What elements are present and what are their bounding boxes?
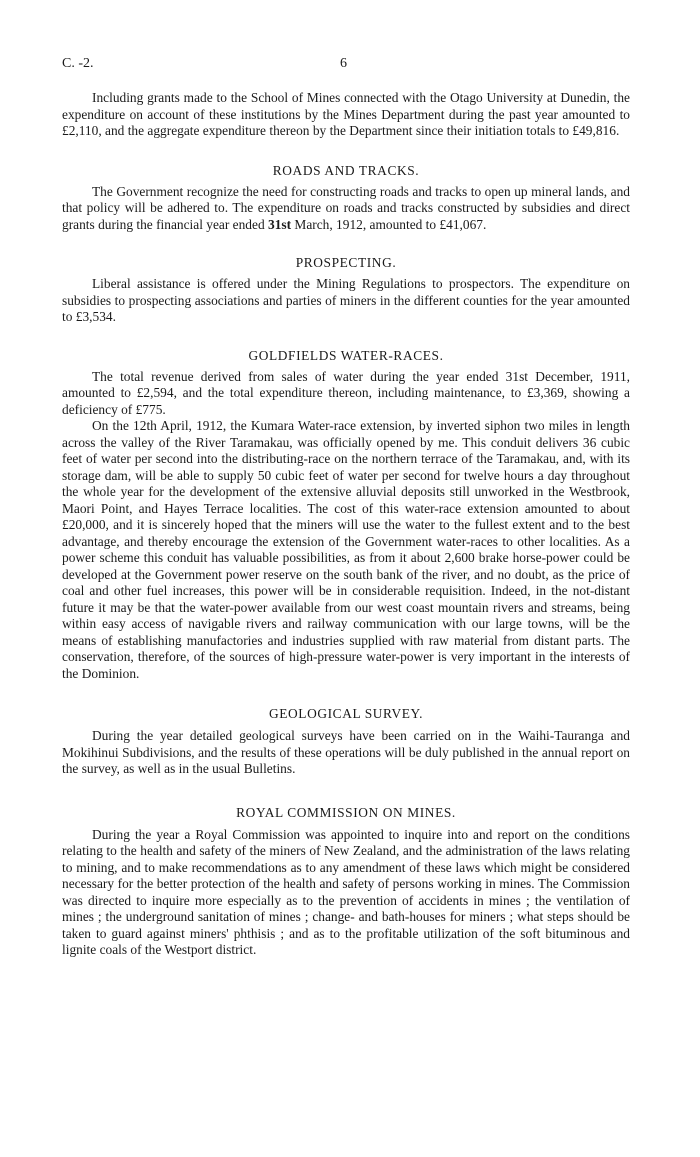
roads-text-before: The Government recognize the need for constructing roads and tracks to open up mineral lands, and that policy will be adhered to. The expenditure on roads and tracks constructed by subsidies and direct grants during the financial year ended [62,183,630,232]
roads-text-after: March, 1912, amounted to £41,067. [291,216,487,232]
prospecting-heading: PROSPECTING. [295,255,397,270]
geological-paragraph: During the year detailed geological surveys have been carried on in the Waihi-Tauranga and Mokihinui Subdivisions, and the results of these operations will be duly published in the annual report on the survey, as well as in the usual Bulletins. [62,728,630,776]
roads-paragraph [62,184,630,234]
royal-commission-paragraph: During the year a Royal Commission was appointed to inquire into and report on the conditions relating to the health and safety of the miners of New Zealand, and the administration of the laws relating to mining, and to make recommendations as to any amendment of these laws which might be considered necessary for the better protection of the health and safety of persons working in mines. The Commission was directed to inquire more especially as to the prevention of accidents in mines ; the ventilation of mines ; the underground sanitation of mines ; change- and bath-houses for miners ; what steps should be taken to guard against miners' phthisis ; and as to the profitable utilization of the soft bituminous and lignite coals of the Westport district. [62,826,630,957]
water-races-heading: GOLDFIELDS WATER-RACES. [248,347,444,363]
page-number: 6 [340,56,347,71]
royal-commission-heading: ROYAL COMMISSION ON MINES. [236,804,456,820]
geological-heading: GEOLOGICAL SURVEY. [268,706,424,721]
roads-heading: ROADS AND TRACKS. [272,162,420,178]
document-body [62,90,630,959]
prospecting-paragraph: Liberal assistance is offered under the Mining Regulations to prospectors. The expenditure on subsidies to prospecting associations and parties of miners in the different counties for the year amounted to £3,534. [62,276,630,324]
document-reference: C. -2. [62,56,94,71]
roads-date: 31st [268,216,292,232]
water-races-paragraph-1: The total revenue derived from sales of water during the year ended 31st December, 1911, amounted to £2,594, and the total expenditure thereon, including maintenance, to £3,369, showing a deficiency of £775. [62,368,630,417]
intro-paragraph: Including grants made to the School of Mines connected with the Otago University at Dunedin, the expenditure on account of these institutions by the Mines Department during the past year amounted to £2,110, and the aggregate expenditure thereon by the Department since their initiation totals to £49,816. [62,90,630,138]
water-races-paragraph-2: On the 12th April, 1912, the Kumara Water-race extension, by inverted siphon two miles in length across the valley of the River Taramakau, was officially opened by me. This conduit delivers 36 cubic feet of water per second into the distributing-race on the northern terrace of the Taramakau, and, with its storage dam, will be able to supply 50 cubic feet of water per second for twelve hours a day throughout the whole year for the development of the extensive alluvial deposits still unworked in the Westbrook, Maori Point, and Hayes Terrace localities. The cost of this water-race extension amounted to about £20,000, and it is sincerely hoped that the miners will use the water to the fullest extent and to the best advantage, and thereby encourage the extension of the Government water-races to other localities. As a power scheme this conduit has valuable possibilities, as from it about 2,600 brake horse-power could be developed at the Government power reserve on the south bank of the river, and no doubt, as the price of coal and other fuel increases, this power will be in considerable requisition. Indeed, in the not-distant future it may be that the water-power available from our west coast mountain rivers and streams, being within easy access of navigable rivers and railway communication with our large towns, will be the means of establishing manufactories and industries supplied with raw material from distant parts. The conservation, therefore, of the sources of high-pressure water-power is very important in the interests of the Dominion. [62,418,630,681]
page-header [62,56,630,76]
